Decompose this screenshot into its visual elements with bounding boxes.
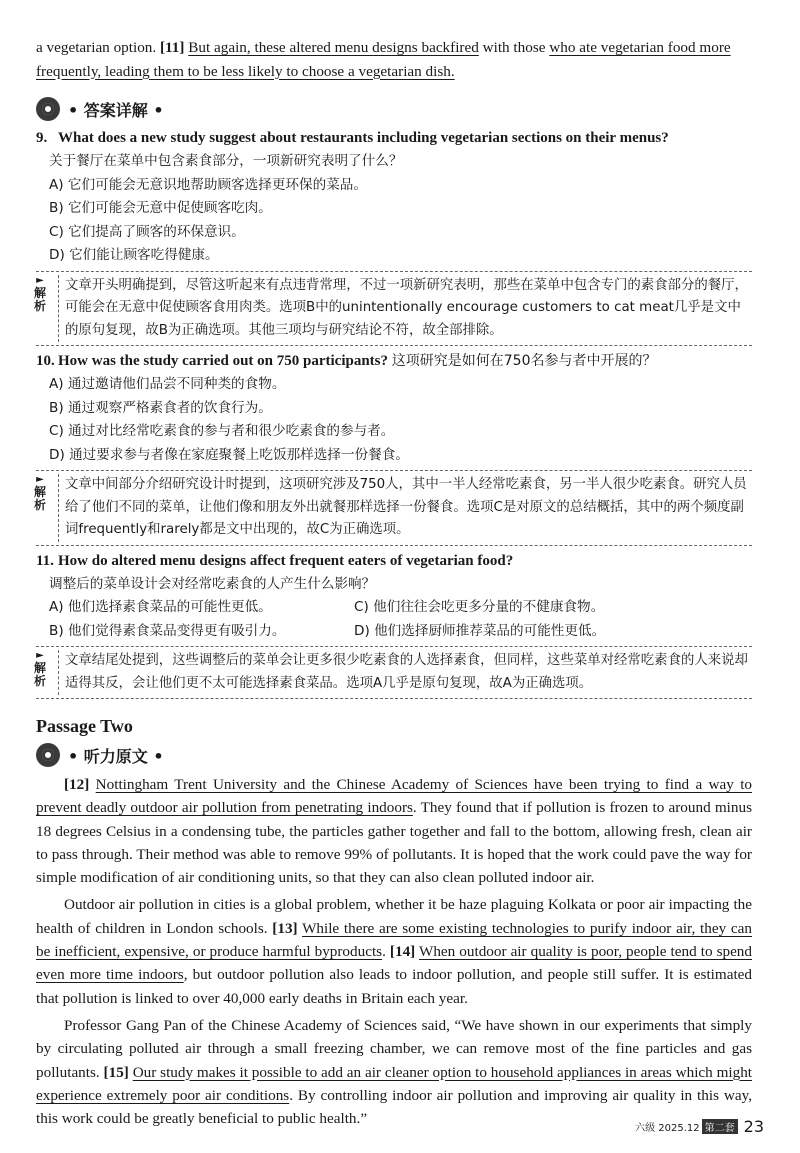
page-content — [33, 36, 753, 1130]
marker-11: [11] — [159, 39, 185, 56]
answers-heading: • 答案详解 • — [36, 95, 752, 123]
option-c: C) 他们往往会吃更多分量的不健康食物。 — [354, 599, 605, 615]
analysis-tag: ► 解析 — [33, 274, 46, 313]
option-d: D) 通过要求参与者像在家庭聚餐上吃饭那样选择一份餐食。 — [49, 446, 409, 463]
question-9: 9. What does a new study suggest about restaurants including vegetarian sections on their menus? 关于餐厅在菜单中包含素食部分，一项新研究表明了什么？ A) 它们可能会无意识地帮助顾客选择更环保的菜品。 B) 它们可能会无意中促使顾客吃肉。 C) 它们提高了顾客的环保意识。 D) 它们能让顾客吃得健康。 — [36, 127, 752, 268]
listening-heading: • 听力原文 • — [36, 741, 752, 769]
marker-15: [15] — [103, 1063, 129, 1081]
option-d: D) 它们能让顾客吃得健康。 — [49, 247, 219, 263]
passage-paragraph: Professor Gang Pan of the Chinese Academy of Sciences said, “We have shown in our experiments that simply by circulating polluted air through a small freezing chamber, we can remove most of the fine particles and gas pollutants. [15] Our study makes it possible to add an air cleaner option to household appliances in areas which might experience extremely poor air conditions. By controlling indoor air pollution and improving air quality in this way, this work could be greatly beneficial to public health.” — [36, 1016, 753, 1128]
option-b: B) 它们可能会无意中促使顾客吃肉。 — [49, 200, 272, 216]
option-a: A) 他们选择素食菜品的可能性更低。 — [49, 599, 272, 615]
question-10: 10. How was the study carried out on 750 participants? 这项研究是如何在750名参与者中开展的？ A) 通过邀请他们品尝不同种类的食物。 B) 通过观察严格素食者的饮食行为。 C) 通过对比经常吃素食的参与者和很少吃素食的参与者。 D) 通过要求参与者像在家庭聚餐上吃饭那样选择一份餐食。 — [36, 350, 752, 467]
marker-13: [13] — [272, 919, 298, 937]
marker-12: [12] — [64, 776, 90, 793]
analysis-11: ► 解析 文章结尾处提到，这些调整后的菜单会让更多很少吃素食的人选择素食，但同样，这些菜单对经常吃素食的人来说却适得其反，会让他们更不太可能选择素食菜品。选项A几乎是原句复现，故A为正确选项。 — [36, 646, 752, 699]
marker-14: [14] — [389, 943, 416, 961]
passage-paragraph: Outdoor air pollution in cities is a global problem, whether it be haze plaguing Kolkata or poor air impacting the health of children in London schools. [13] While there are some existing technologies to purify indoor air, they can be inefficient, expensive, or produce harmful byproducts. [14] When outdoor air quality is poor, people tend to spend even more time indoors, but outdoor pollution also leads to indoor pollution, and people still suffer. It is estimated that pollution is linked to over 40,000 early deaths in Britain each year. — [36, 896, 753, 1007]
headphone-logo-icon — [36, 743, 60, 767]
passage-title: Passage Two — [36, 716, 133, 736]
option-d: D) 他们选择厨师推荐菜品的可能性更低。 — [354, 622, 606, 639]
passage-paragraph: [12] Nottingham Trent University and the Chinese Academy of Sciences have been trying to find a way to prevent deadly outdoor air pollution from penetrating indoors. They found that if pollution is frozen to around minus 18 degrees Celsius in a condensing tube, the particles gather together and fall to the bottom, allowing fresh, clean air to pass through. Their method was able to remove 99% of pollutants. It is hoped that the work could pave the way for simple modification of air conditioning units, so that they can also clean polluted indoor air. — [36, 776, 753, 887]
option-a: A) 通过邀请他们品尝不同种类的食物。 — [49, 376, 286, 392]
option-c: C) 它们提高了顾客的环保意识。 — [49, 223, 245, 240]
analysis-tag: ► 解析 — [33, 474, 46, 512]
question-11: 11. How do altered menu designs affect frequent eaters of vegetarian food? 调整后的菜单设计会对经常吃素食的人产生什么影响？ A) 他们选择素食菜品的可能性更低。 C) 他们往往会吃更多分量的不健康食物。 B) 他们觉得素食菜品变得更有吸引力。 D) 他们选择厨师推荐菜品的可能性更低。 — [36, 550, 752, 644]
headphone-logo-icon — [36, 97, 60, 121]
option-b: B) 通过观察严格素食者的饮食行为。 — [49, 399, 272, 416]
option-b: B) 他们觉得素食菜品变得更有吸引力。 — [49, 622, 286, 639]
analysis-tag: ► 解析 — [33, 650, 46, 688]
page-number: 23 — [743, 1117, 764, 1136]
analysis-10: ► 解析 文章中间部分介绍研究设计时提到，这项研究涉及750人，其中一半人经常吃素食，另一半人很少吃素食。研究人员给了他们不同的菜单，让他们像和朋友外出就餐那样选择一份餐食。选项C是对原文的总结概括，其中的两个频度副词frequently和rarely都是文中出现的，故C为正确选项。 — [36, 470, 752, 546]
intro-paragraph: a vegetarian option. [11] But again, these altered menu designs backfired with those who ate vegetarian food more frequently, leading them to be less likely to choose a vegetarian dish. — [36, 39, 731, 80]
set-badge: 第二套 — [702, 1119, 738, 1134]
option-c: C) 通过对比经常吃素食的参与者和很少吃素食的参与者。 — [49, 423, 395, 439]
option-a: A) 它们可能会无意识地帮助顾客选择更环保的菜品。 — [49, 176, 367, 193]
analysis-9: ► 解析 文章开头明确提到，尽管这听起来有点违背常理，不过一项新研究表明，那些在菜单中包含专门的素食部分的餐厅，可能会在无意中促使顾客食用肉类。选项B中的unintentionally encourage customers to cat meat几乎是文中的原句复现，故B为正确选项。其他三项均与研究结论不符，故全部排除。 — [36, 271, 752, 347]
page-footer — [635, 1117, 764, 1136]
issue-label: 六级 2025.12 — [635, 1123, 700, 1134]
